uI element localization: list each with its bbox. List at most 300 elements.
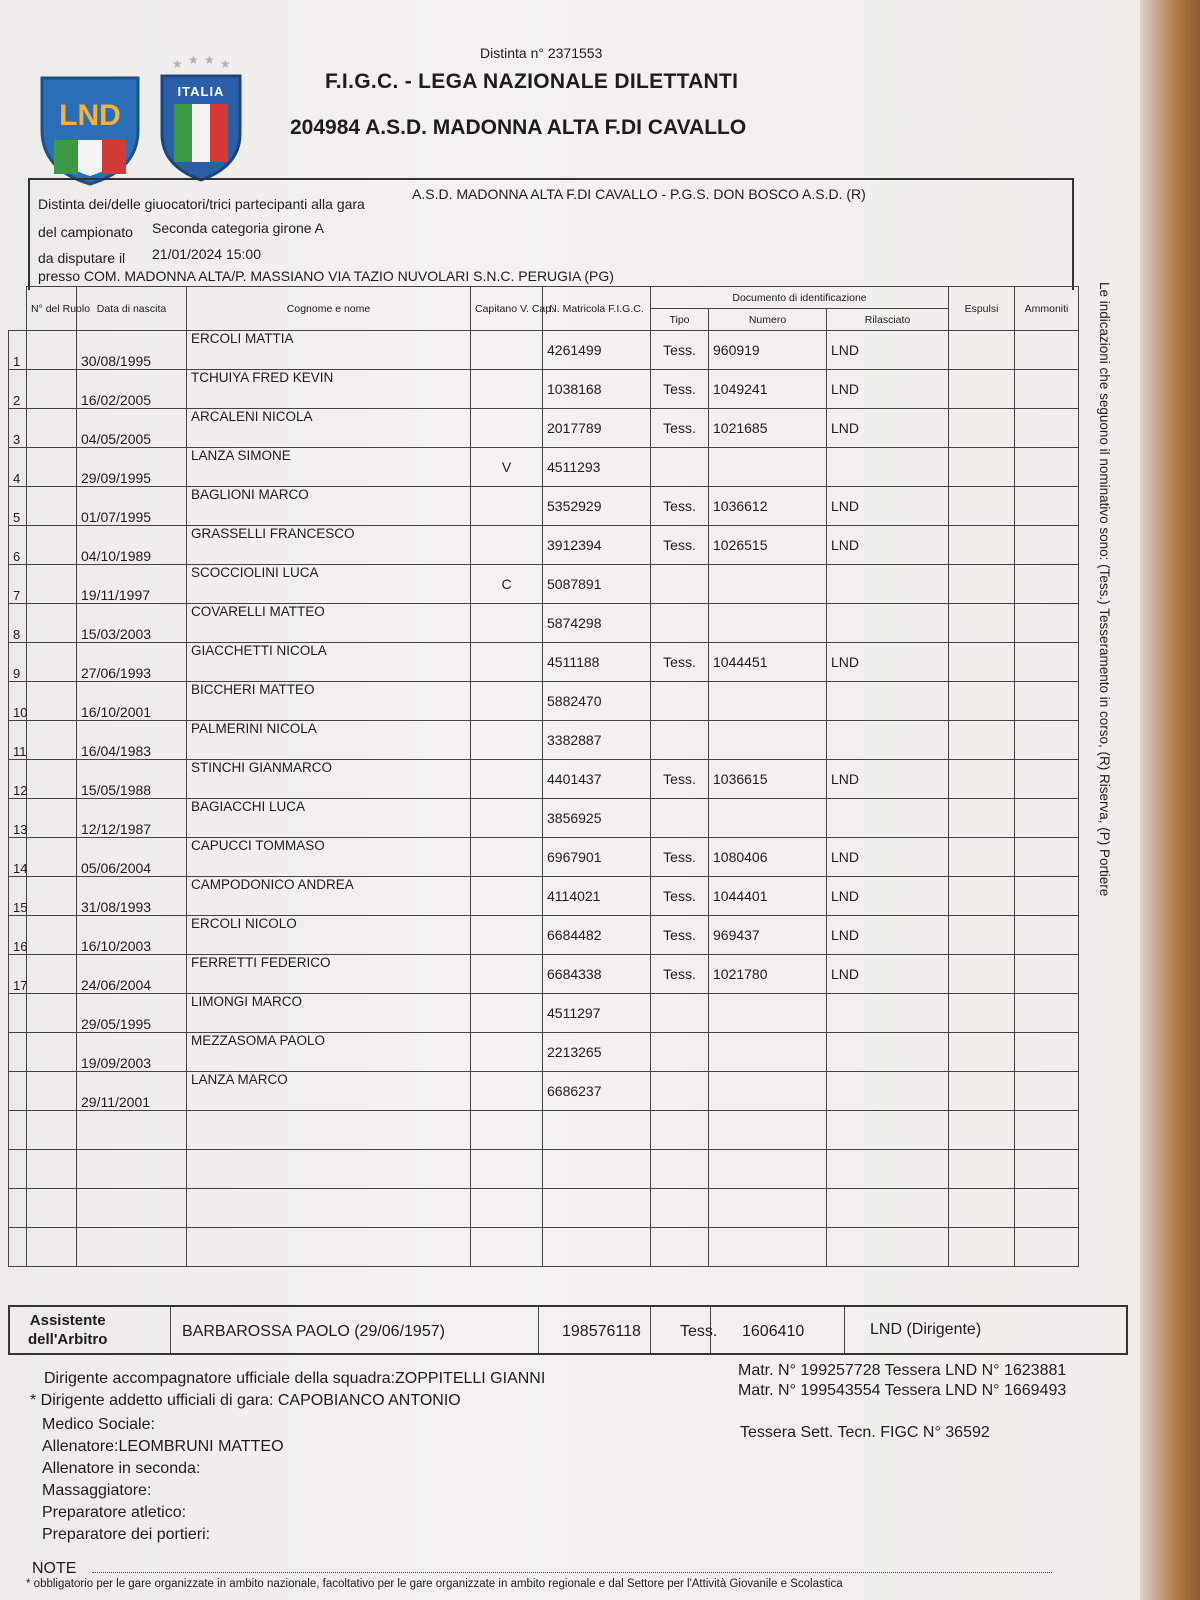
table-row <box>9 877 1079 916</box>
doc-issuer <box>827 1072 949 1111</box>
preparatore-atletico: Preparatore atletico: <box>42 1504 187 1521</box>
table-row <box>9 643 1079 682</box>
table-row <box>9 994 1079 1033</box>
captain-mark <box>471 1228 543 1267</box>
match-venue: presso COM. MADONNA ALTA/P. MASSIANO VIA TAZIO NUVOLARI S.N.C. PERUGIA (PG) <box>38 268 614 284</box>
doc-issuer <box>827 448 949 487</box>
campionato-value: Seconda categoria girone A <box>152 220 325 236</box>
players-table-body <box>9 331 1079 1267</box>
captain-mark <box>471 994 543 1033</box>
doc-type <box>651 604 709 643</box>
header-espulsi: Espulsi <box>949 287 1015 331</box>
birth-date: 29/09/1995 <box>77 448 187 487</box>
assistant-issuer: LND (Dirigente) <box>870 1321 982 1338</box>
birth-date: 04/10/1989 <box>77 526 187 565</box>
lnd-logo <box>38 70 142 186</box>
birth-date: 12/12/1987 <box>77 799 187 838</box>
doc-type <box>651 1228 709 1267</box>
doc-issuer: LND <box>827 877 949 916</box>
player-name <box>187 1189 471 1228</box>
table-row <box>9 331 1079 370</box>
table-row <box>9 838 1079 877</box>
espulsi-cell <box>949 760 1015 799</box>
row-index: 2 <box>9 370 27 409</box>
espulsi-cell <box>949 370 1015 409</box>
table-row <box>9 799 1079 838</box>
matricola: 6686237 <box>543 1072 651 1111</box>
ruolo-cell <box>27 331 77 370</box>
captain-mark <box>471 1150 543 1189</box>
doc-type: Tess. <box>651 643 709 682</box>
player-name: BICCHERI MATTEO <box>187 682 471 721</box>
captain-mark <box>471 643 543 682</box>
table-row <box>9 1033 1079 1072</box>
matricola: 6967901 <box>543 838 651 877</box>
doc-issuer <box>827 1150 949 1189</box>
ruolo-cell <box>27 643 77 682</box>
ammoniti-cell <box>1015 721 1079 760</box>
birth-date: 19/11/1997 <box>77 565 187 604</box>
matricola <box>543 1150 651 1189</box>
row-index <box>9 1033 27 1072</box>
matricola: 3912394 <box>543 526 651 565</box>
ammoniti-cell <box>1015 1228 1079 1267</box>
doc-number: 1021685 <box>709 409 827 448</box>
birth-date: 29/11/2001 <box>77 1072 187 1111</box>
row-index: 12 <box>9 760 27 799</box>
doc-number <box>709 994 827 1033</box>
birth-date: 24/06/2004 <box>77 955 187 994</box>
doc-type: Tess. <box>651 409 709 448</box>
players-table <box>8 286 1079 1267</box>
birth-date <box>77 1189 187 1228</box>
matricola: 2213265 <box>543 1033 651 1072</box>
ruolo-cell <box>27 370 77 409</box>
doc-type: Tess. <box>651 838 709 877</box>
captain-mark <box>471 838 543 877</box>
row-index <box>9 1150 27 1189</box>
espulsi-cell <box>949 1072 1015 1111</box>
captain-mark <box>471 604 543 643</box>
player-name: ERCOLI NICOLO <box>187 916 471 955</box>
doc-number: 1044401 <box>709 877 827 916</box>
doc-type: Tess. <box>651 331 709 370</box>
player-name: GIACCHETTI NICOLA <box>187 643 471 682</box>
birth-date <box>77 1228 187 1267</box>
row-index: 7 <box>9 565 27 604</box>
matricola: 6684338 <box>543 955 651 994</box>
table-row <box>9 1189 1079 1228</box>
doc-type: Tess. <box>651 487 709 526</box>
player-name: STINCHI GIANMARCO <box>187 760 471 799</box>
header-rilasciato: Rilasciato <box>827 309 949 331</box>
matricola: 1038168 <box>543 370 651 409</box>
ruolo-cell <box>27 877 77 916</box>
header-capitano: Capitano V. Cap. <box>471 287 543 331</box>
ruolo-cell <box>27 916 77 955</box>
espulsi-cell <box>949 1189 1015 1228</box>
doc-number <box>709 1189 827 1228</box>
ammoniti-cell <box>1015 409 1079 448</box>
captain-mark <box>471 760 543 799</box>
header-ammoniti: Ammoniti <box>1015 287 1079 331</box>
birth-date <box>77 1150 187 1189</box>
doc-number <box>709 1072 827 1111</box>
doc-type: Tess. <box>651 877 709 916</box>
player-name: TCHUIYA FRED KEVIN <box>187 370 471 409</box>
table-row <box>9 955 1079 994</box>
espulsi-cell <box>949 877 1015 916</box>
side-legend <box>1094 282 1118 1002</box>
match-date: 21/01/2024 15:00 <box>152 246 261 262</box>
doc-issuer <box>827 565 949 604</box>
row-index: 10 <box>9 682 27 721</box>
espulsi-cell <box>949 604 1015 643</box>
doc-number <box>709 799 827 838</box>
ammoniti-cell <box>1015 994 1079 1033</box>
ammoniti-cell <box>1015 1033 1079 1072</box>
captain-mark <box>471 487 543 526</box>
doc-issuer: LND <box>827 331 949 370</box>
match-teams: A.S.D. MADONNA ALTA F.DI CAVALLO - P.G.S. DON BOSCO A.S.D. (R) <box>412 186 866 202</box>
captain-mark <box>471 1072 543 1111</box>
assistant-referee-row <box>8 1305 1128 1355</box>
captain-mark: C <box>471 565 543 604</box>
assistant-label-line1: Assistente <box>29 1312 106 1329</box>
table-row <box>9 721 1079 760</box>
doc-type <box>651 1189 709 1228</box>
doc-number <box>709 1228 827 1267</box>
ruolo-cell <box>27 448 77 487</box>
ammoniti-cell <box>1015 877 1079 916</box>
table-row <box>9 409 1079 448</box>
doc-issuer <box>827 1189 949 1228</box>
ruolo-cell <box>27 1033 77 1072</box>
birth-date: 19/09/2003 <box>77 1033 187 1072</box>
matricola: 4261499 <box>543 331 651 370</box>
captain-mark <box>471 331 543 370</box>
ruolo-cell <box>27 1072 77 1111</box>
lnd-logo-text: LND <box>59 99 121 132</box>
row-index: 1 <box>9 331 27 370</box>
ruolo-cell <box>27 721 77 760</box>
svg-text:★: ★ <box>172 57 183 71</box>
doc-type <box>651 1111 709 1150</box>
ruolo-cell <box>27 955 77 994</box>
matricola: 5087891 <box>543 565 651 604</box>
doc-number: 1036612 <box>709 487 827 526</box>
massaggiatore: Massaggiatore: <box>42 1482 152 1499</box>
matricola <box>543 1228 651 1267</box>
matricola: 4511293 <box>543 448 651 487</box>
player-name: ERCOLI MATTIA <box>187 331 471 370</box>
label-distinta: Distinta dei/delle giuocatori/trici partecipanti alla gara <box>38 196 365 212</box>
player-name: FERRETTI FEDERICO <box>187 955 471 994</box>
dirigente-addetto: * Dirigente addetto ufficiali di gara: CAPOBIANCO ANTONIO <box>30 1392 461 1409</box>
ammoniti-cell <box>1015 799 1079 838</box>
captain-mark <box>471 526 543 565</box>
ruolo-cell <box>27 604 77 643</box>
espulsi-cell <box>949 682 1015 721</box>
table-row <box>9 1228 1079 1267</box>
espulsi-cell <box>949 1150 1015 1189</box>
table-row <box>9 448 1079 487</box>
assistant-doc-type: Tess. <box>680 1323 718 1340</box>
birth-date <box>77 1111 187 1150</box>
espulsi-cell <box>949 448 1015 487</box>
organization-title: F.I.G.C. - LEGA NAZIONALE DILETTANTI <box>325 70 739 93</box>
player-name: GRASSELLI FRANCESCO <box>187 526 471 565</box>
doc-type: Tess. <box>651 370 709 409</box>
player-name: LIMONGI MARCO <box>187 994 471 1033</box>
row-index: 9 <box>9 643 27 682</box>
table-row <box>9 604 1079 643</box>
captain-mark <box>471 721 543 760</box>
doc-number: 1036615 <box>709 760 827 799</box>
header-matricola: N. Matricola F.I.G.C. <box>543 287 651 331</box>
tessera-tecnico: Tessera Sett. Tecn. FIGC N° 36592 <box>740 1424 990 1441</box>
ammoniti-cell <box>1015 682 1079 721</box>
table-row <box>9 682 1079 721</box>
espulsi-cell <box>949 526 1015 565</box>
label-data: da disputare il <box>38 250 126 266</box>
header-tipo: Tipo <box>651 309 709 331</box>
captain-mark <box>471 1189 543 1228</box>
ruolo-cell <box>27 1228 77 1267</box>
svg-text:★: ★ <box>204 53 215 67</box>
matricola <box>543 1189 651 1228</box>
player-name: BAGLIONI MARCO <box>187 487 471 526</box>
preparatore-portieri: Preparatore dei portieri: <box>42 1526 211 1543</box>
doc-type: Tess. <box>651 955 709 994</box>
espulsi-cell <box>949 331 1015 370</box>
captain-mark <box>471 955 543 994</box>
ruolo-cell <box>27 526 77 565</box>
player-name <box>187 1228 471 1267</box>
ruolo-cell <box>27 1111 77 1150</box>
row-index: 17 <box>9 955 27 994</box>
player-name: CAPUCCI TOMMASO <box>187 838 471 877</box>
doc-type: Tess. <box>651 916 709 955</box>
doc-issuer: LND <box>827 760 949 799</box>
espulsi-cell <box>949 565 1015 604</box>
header-ruolo: N° del Ruolo <box>27 287 77 331</box>
row-index <box>9 994 27 1033</box>
row-index: 11 <box>9 721 27 760</box>
birth-date: 30/08/1995 <box>77 331 187 370</box>
table-row <box>9 526 1079 565</box>
matricola: 5882470 <box>543 682 651 721</box>
ammoniti-cell <box>1015 565 1079 604</box>
ruolo-cell <box>27 1189 77 1228</box>
player-name: PALMERINI NICOLA <box>187 721 471 760</box>
birth-date: 01/07/1995 <box>77 487 187 526</box>
ruolo-cell <box>27 565 77 604</box>
player-name <box>187 1111 471 1150</box>
ammoniti-cell <box>1015 1189 1079 1228</box>
medico-sociale: Medico Sociale: <box>42 1416 155 1433</box>
doc-number: 969437 <box>709 916 827 955</box>
doc-number: 1021780 <box>709 955 827 994</box>
assistant-label <box>28 1311 107 1349</box>
matricola <box>543 1111 651 1150</box>
row-index: 13 <box>9 799 27 838</box>
label-campionato: del campionato <box>38 224 133 240</box>
allenatore-seconda: Allenatore in seconda: <box>42 1460 201 1477</box>
ruolo-cell <box>27 799 77 838</box>
matricola: 4401437 <box>543 760 651 799</box>
birth-date: 27/06/1993 <box>77 643 187 682</box>
ruolo-cell <box>27 682 77 721</box>
ammoniti-cell <box>1015 1150 1079 1189</box>
espulsi-cell <box>949 1033 1015 1072</box>
doc-issuer <box>827 682 949 721</box>
dirigente-accompagnatore: Dirigente accompagnatore ufficiale della squadra:ZOPPITELLI GIANNI <box>44 1370 546 1387</box>
birth-date: 05/06/2004 <box>77 838 187 877</box>
matricola-addetto: Matr. N° 199543554 Tessera LND N° 1669493 <box>738 1382 1067 1399</box>
captain-mark <box>471 799 543 838</box>
ruolo-cell <box>27 994 77 1033</box>
row-index: 8 <box>9 604 27 643</box>
birth-date: 04/05/2005 <box>77 409 187 448</box>
doc-issuer: LND <box>827 526 949 565</box>
ruolo-cell <box>27 760 77 799</box>
doc-number: 960919 <box>709 331 827 370</box>
header-nome: Cognome e nome <box>187 287 471 331</box>
espulsi-cell <box>949 721 1015 760</box>
svg-text:★: ★ <box>220 57 231 71</box>
distinta-number: Distinta n° 2371553 <box>480 45 603 61</box>
assistant-name: BARBAROSSA PAOLO (29/06/1957) <box>182 1323 445 1340</box>
doc-issuer: LND <box>827 916 949 955</box>
doc-type <box>651 1072 709 1111</box>
desk-background <box>1140 0 1200 1600</box>
doc-number: 1080406 <box>709 838 827 877</box>
captain-mark <box>471 877 543 916</box>
row-index: 3 <box>9 409 27 448</box>
doc-type <box>651 1150 709 1189</box>
doc-issuer <box>827 1228 949 1267</box>
doc-number <box>709 448 827 487</box>
player-name: LANZA MARCO <box>187 1072 471 1111</box>
birth-date: 16/10/2001 <box>77 682 187 721</box>
captain-mark <box>471 1111 543 1150</box>
ammoniti-cell <box>1015 955 1079 994</box>
doc-type <box>651 448 709 487</box>
row-index <box>9 1072 27 1111</box>
ammoniti-cell <box>1015 1072 1079 1111</box>
doc-issuer <box>827 604 949 643</box>
doc-type <box>651 721 709 760</box>
header-documento: Documento di identificazione <box>651 287 949 309</box>
table-row <box>9 916 1079 955</box>
row-index <box>9 1111 27 1150</box>
note-line <box>92 1572 1052 1573</box>
svg-text:★: ★ <box>188 53 199 67</box>
espulsi-cell <box>949 643 1015 682</box>
ammoniti-cell <box>1015 916 1079 955</box>
ammoniti-cell <box>1015 760 1079 799</box>
doc-type: Tess. <box>651 526 709 565</box>
table-row <box>9 1072 1079 1111</box>
captain-mark <box>471 916 543 955</box>
doc-number <box>709 565 827 604</box>
italia-logo-text: ITALIA <box>177 84 225 99</box>
matricola: 2017789 <box>543 409 651 448</box>
row-index: 16 <box>9 916 27 955</box>
side-legend-text: Le indicazioni che seguono il nominativo sono: (Tess.) Tesseramento in corso, (R) Riserva, (P) Portiere <box>1097 282 1112 897</box>
match-info-box <box>28 178 1074 290</box>
ammoniti-cell <box>1015 643 1079 682</box>
captain-mark: V <box>471 448 543 487</box>
doc-number <box>709 1150 827 1189</box>
ruolo-cell <box>27 409 77 448</box>
espulsi-cell <box>949 994 1015 1033</box>
table-row <box>9 1150 1079 1189</box>
matricola-accompagnatore: Matr. N° 199257728 Tessera LND N° 1623881 <box>738 1362 1067 1379</box>
player-name: LANZA SIMONE <box>187 448 471 487</box>
row-index: 5 <box>9 487 27 526</box>
espulsi-cell <box>949 838 1015 877</box>
matricola: 3382887 <box>543 721 651 760</box>
ammoniti-cell <box>1015 331 1079 370</box>
espulsi-cell <box>949 1111 1015 1150</box>
table-row <box>9 565 1079 604</box>
doc-type <box>651 994 709 1033</box>
ruolo-cell <box>27 487 77 526</box>
player-name: MEZZASOMA PAOLO <box>187 1033 471 1072</box>
ammoniti-cell <box>1015 448 1079 487</box>
birth-date: 15/05/1988 <box>77 760 187 799</box>
doc-issuer <box>827 721 949 760</box>
club-title: 204984 A.S.D. MADONNA ALTA F.DI CAVALLO <box>290 116 747 139</box>
figc-italia-logo <box>158 54 244 182</box>
doc-issuer <box>827 799 949 838</box>
ammoniti-cell <box>1015 604 1079 643</box>
row-index: 4 <box>9 448 27 487</box>
player-name: ARCALENI NICOLA <box>187 409 471 448</box>
birth-date: 31/08/1993 <box>77 877 187 916</box>
table-row <box>9 370 1079 409</box>
ammoniti-cell <box>1015 487 1079 526</box>
doc-number <box>709 1111 827 1150</box>
captain-mark <box>471 370 543 409</box>
espulsi-cell <box>949 409 1015 448</box>
espulsi-cell <box>949 487 1015 526</box>
row-index <box>9 1189 27 1228</box>
row-index: 14 <box>9 838 27 877</box>
birth-date: 29/05/1995 <box>77 994 187 1033</box>
doc-issuer <box>827 1033 949 1072</box>
doc-issuer: LND <box>827 487 949 526</box>
assistant-doc-number: 1606410 <box>742 1323 805 1340</box>
doc-issuer: LND <box>827 955 949 994</box>
doc-number <box>709 1033 827 1072</box>
birth-date: 15/03/2003 <box>77 604 187 643</box>
assistant-matricola: 198576118 <box>562 1323 641 1340</box>
doc-type: Tess. <box>651 760 709 799</box>
row-index: 15 <box>9 877 27 916</box>
table-row <box>9 487 1079 526</box>
doc-issuer: LND <box>827 643 949 682</box>
player-name: BAGIACCHI LUCA <box>187 799 471 838</box>
doc-issuer: LND <box>827 409 949 448</box>
ruolo-cell <box>27 1150 77 1189</box>
note-label: NOTE <box>32 1560 77 1577</box>
doc-type <box>651 799 709 838</box>
header-numero: Numero <box>709 309 827 331</box>
assistant-label-line2: dell'Arbitro <box>28 1331 108 1348</box>
